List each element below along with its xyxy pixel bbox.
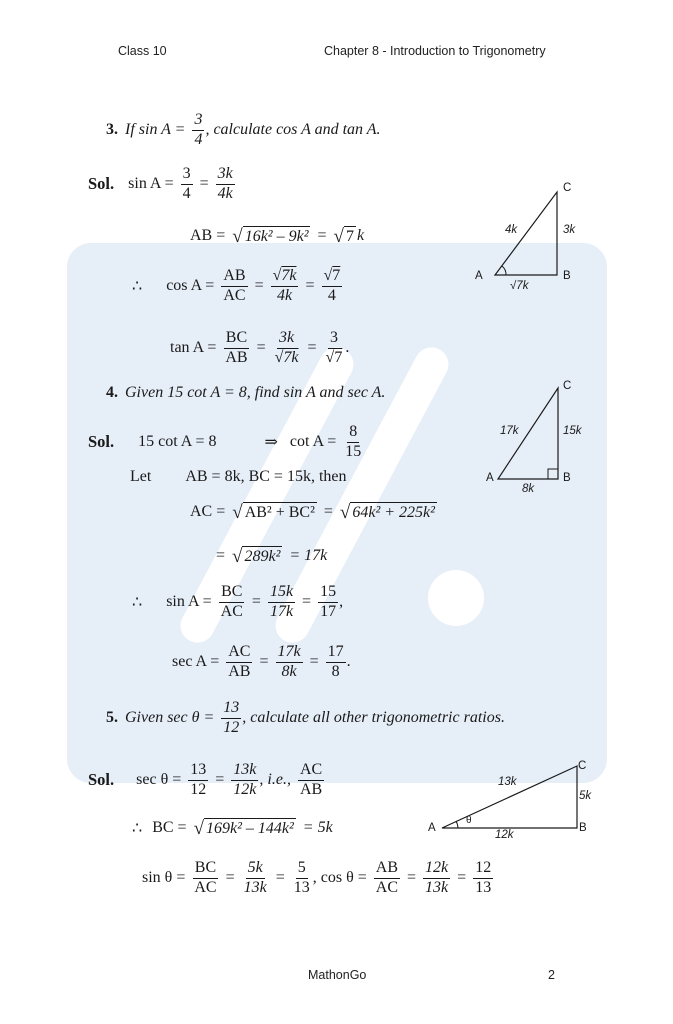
watermark-dot — [428, 570, 484, 626]
side-label: 5k — [579, 790, 592, 802]
sol4-line2: Let AB = 8k, BC = 15k, then — [130, 468, 347, 485]
sol4-line1: Sol. 15 cot A = 8 ⇒ cot A = $\frac{8}{15}$ — [88, 423, 362, 460]
sol-label: Sol. — [88, 770, 115, 790]
sol5-line2: ∴ BC = √ 169k² – 144k² = 5k — [132, 818, 333, 839]
header-class: Class 10 — [118, 44, 167, 58]
footer-brand: MathonGo — [308, 968, 367, 982]
side-label: 15k — [563, 425, 582, 437]
sol5-line1: Sol. sec θ = $\frac{13}{12}$ = $\frac{13k}{12k}$ , i.e., $\frac{AC}{AB}$ — [88, 761, 323, 798]
header-chapter: Chapter 8 - Introduction to Trigonometry — [324, 44, 546, 58]
base-label: 8k — [522, 483, 535, 495]
fraction: $\frac{13}{12}$ — [223, 699, 240, 736]
question-4: 4. Given 15 cot A = 8, find sin A and sec A. — [106, 384, 386, 401]
sol4-line4: = √ 289k² = 17k — [216, 546, 328, 567]
vertex-label-b: B — [563, 270, 571, 282]
sol-label: Sol. — [88, 174, 115, 194]
question-number: 3. — [106, 121, 118, 139]
question-3: 3. If sin A = $\frac{3}{4}$ , calculate cos A and tan A. — [106, 111, 381, 148]
vertex-label-b: B — [579, 822, 587, 834]
sol5-line3: sin θ = $\frac{BC}{AC}$ = $\frac{5k}{13k}$ = $\frac{5}{13}$ , cos θ = $\frac{AB}{AC}$ = $\frac{12k}{13k}$ = $\frac{12}{13}$ — [142, 859, 492, 896]
question-5: 5. Given sec θ = $\frac{13}{12}$ , calculate all other trigonometric ratios. — [106, 699, 505, 736]
sol3-line4: tan A = $\frac{BC}{AB}$ = $\frac{3k}{√7k}$ = $\frac{3}{√7}$ . — [170, 329, 350, 366]
question-number: 5. — [106, 709, 118, 727]
fraction: $\frac{3}{4}$ — [194, 111, 203, 148]
hypotenuse-label: 17k — [500, 425, 519, 437]
vertex-label-c: C — [563, 182, 572, 194]
vertex-label-a: A — [475, 270, 483, 282]
sol-label: Sol. — [88, 432, 115, 452]
page-number: 2 — [548, 968, 555, 982]
sol3-line1: Sol. sin A = $\frac{3}{4}$ = $\frac{3k}{4k}$ — [88, 165, 233, 202]
vertex-label-a: A — [486, 472, 494, 484]
sol4-line3: AC = √ AB² + BC² = √ 64k² + 225k² — [190, 502, 435, 523]
sol3-line3: ∴ cos A = $\frac{AB}{AC}$ = $\frac{√7k}{4k}$ = $\frac{√7}{4}$ — [132, 267, 341, 304]
base-label: 12k — [495, 829, 514, 841]
vertex-label-c: C — [578, 760, 587, 772]
sol4-line6: sec A = $\frac{AC}{AB}$ = $\frac{17k}{8k}$ = $\frac{17}{8}$ . — [172, 643, 351, 680]
question-number: 4. — [106, 384, 118, 401]
sol3-line2: AB = √ 16k² – 9k² = √ 7 k — [190, 226, 365, 247]
side-label: 3k — [563, 224, 576, 236]
vertex-label-b: B — [563, 472, 571, 484]
base-label: √7k — [510, 280, 529, 292]
angle-label: θ — [466, 815, 472, 826]
vertex-label-a: A — [428, 822, 436, 834]
hypotenuse-label: 4k — [505, 224, 518, 236]
vertex-label-c: C — [563, 380, 572, 392]
hypotenuse-label: 13k — [498, 776, 517, 788]
sol4-line5: ∴ sin A = $\frac{BC}{AC}$ = $\frac{15k}{17k}$ = $\frac{15}{17}$ , — [132, 583, 344, 620]
triangle-diagram-1 — [470, 180, 600, 300]
triangle-diagram-3 — [430, 760, 590, 840]
